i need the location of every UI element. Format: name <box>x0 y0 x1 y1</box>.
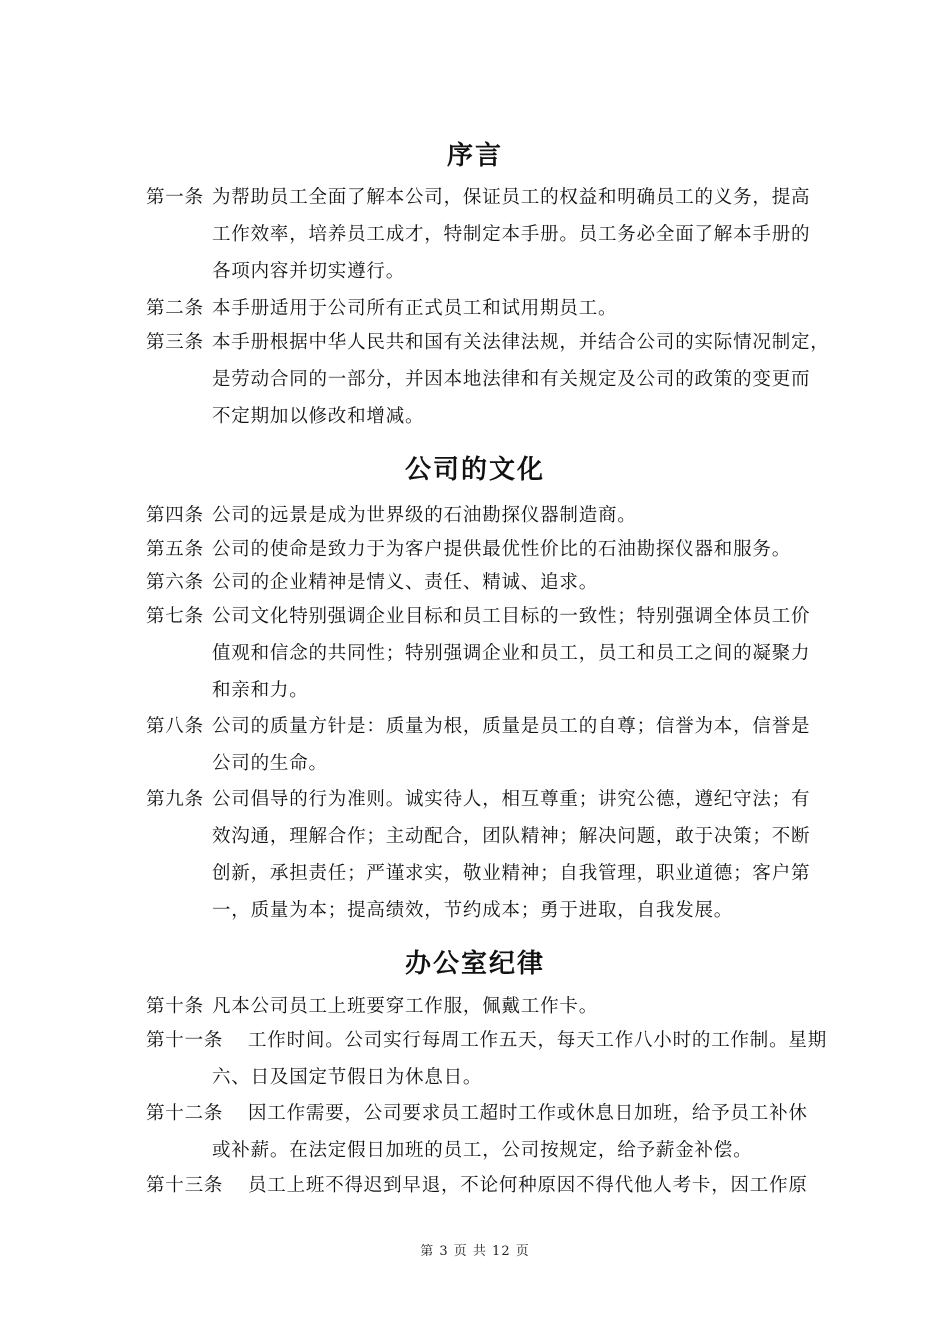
article-text: 本手册适用于公司所有正式员工和试用期员工。 <box>212 298 618 319</box>
article-text: 公司的远景是成为世界级的石油勘探仪器制造商。 <box>212 505 637 526</box>
article-label: 第六条 <box>146 572 204 593</box>
article-text: 一，质量为本；提高绩效，节约成本；勇于进取，自我发展。 <box>212 900 734 921</box>
article-label: 第四条 <box>146 505 204 526</box>
article-label: 第十条 <box>146 996 204 1017</box>
article-text: 公司文化特别强调企业目标和员工目标的一致性；特别强调全体员工价 <box>212 606 811 627</box>
section-heading-culture: 公司的文化 <box>404 455 545 485</box>
article-text: 各项内容并切实遵行。 <box>212 261 406 282</box>
article-text: 效沟通，理解合作；主动配合，团队精神；解决问题，敢于决策；不断 <box>212 826 811 847</box>
article-text: 公司倡导的行为准则。诚实待人，相互尊重；讲究公德，遵纪守法；有 <box>212 789 811 810</box>
article-text: 为帮助员工全面了解本公司，保证员工的权益和明确员工的义务，提高 <box>212 187 811 208</box>
article-label: 第三条 <box>146 332 204 353</box>
article-text: 值观和信念的共同性；特别强调企业和员工，员工和员工之间的凝聚力 <box>212 643 811 664</box>
article-label: 第十二条 <box>146 1103 224 1124</box>
page-footer: 第 3 页 共 12 页 <box>420 1244 530 1259</box>
article-text: 公司的生命。 <box>212 753 328 774</box>
article-text: 因工作需要，公司要求员工超时工作或休息日加班，给予员工补休 <box>248 1103 808 1124</box>
article-text: 员工上班不得迟到早退，不论何种原因不得代他人考卡，因工作原 <box>248 1175 808 1196</box>
article-label: 第一条 <box>146 187 204 208</box>
article-text: 工作效率，培养员工成才，特制定本手册。员工务必全面了解本手册的 <box>212 224 811 245</box>
article-text: 凡本公司员工上班要穿工作服，佩戴工作卡。 <box>212 996 599 1017</box>
article-text: 公司的质量方针是：质量为根，质量是员工的自尊；信誉为本，信誉是 <box>212 716 811 737</box>
article-text: 六、日及国定节假日为休息日。 <box>212 1067 483 1088</box>
article-label: 第十三条 <box>146 1175 224 1196</box>
article-text: 和亲和力。 <box>212 680 309 701</box>
section-heading-preface: 序言 <box>446 141 503 171</box>
article-text: 创新，承担责任；严谨求实，敬业精神；自我管理，职业道德；客户第 <box>212 863 811 884</box>
article-label: 第十一条 <box>146 1030 224 1051</box>
article-label: 第七条 <box>146 606 204 627</box>
article-text: 工作时间。公司实行每周工作五天，每天工作八小时的工作制。星期 <box>248 1030 828 1051</box>
section-heading-office-discipline: 办公室纪律 <box>404 949 545 979</box>
article-text: 是劳动合同的一部分，并因本地法律和有关规定及公司的政策的变更而 <box>212 369 811 390</box>
article-label: 第二条 <box>146 298 204 319</box>
article-label: 第九条 <box>146 789 204 810</box>
article-text: 本手册根据中华人民共和国有关法律法规，并结合公司的实际情况制定， <box>212 332 830 353</box>
article-text: 不定期加以修改和增减。 <box>212 406 425 427</box>
article-text: 公司的使命是致力于为客户提供最优性价比的石油勘探仪器和服务。 <box>212 539 792 560</box>
article-text: 公司的企业精神是情义、责任、精诚、追求。 <box>212 572 599 593</box>
article-label: 第八条 <box>146 716 204 737</box>
article-label: 第五条 <box>146 539 204 560</box>
article-text: 或补薪。在法定假日加班的员工，公司按规定，给予薪金补偿。 <box>212 1140 753 1161</box>
